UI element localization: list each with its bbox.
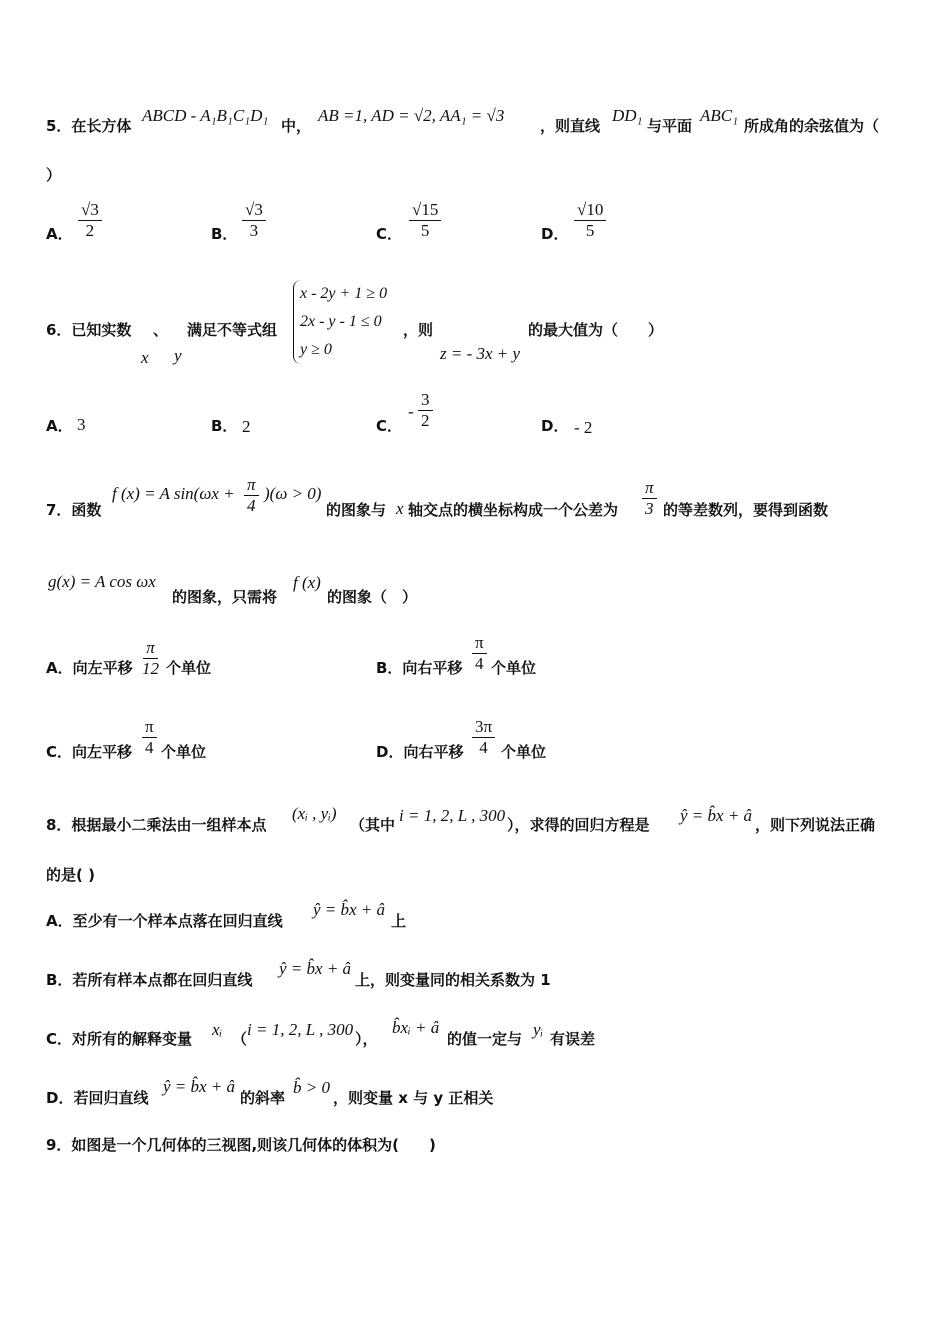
- q6-option-c-sign: -: [408, 402, 414, 421]
- q7-text5: 的图象（ ）: [327, 588, 418, 606]
- q6-ineq-1: x - 2y + 1 ≥ 0: [300, 285, 388, 302]
- q8-option-b-tail: 上，则变量同的相关系数为 1: [355, 971, 551, 989]
- q7-text2: 轴交点的横坐标构成一个公差为: [408, 501, 619, 519]
- q5-option-a-label[interactable]: A．: [46, 225, 73, 243]
- q8-option-b-text[interactable]: B．若所有样本点都在回归直线: [46, 971, 253, 989]
- q7-option-c-unit: 个单位: [161, 743, 207, 761]
- q7-prefix: 7．函数: [46, 501, 102, 519]
- q5-text4: 所成角的余弦值为（: [744, 117, 880, 135]
- q8-point: (xᵢ , yᵢ): [292, 804, 337, 823]
- q6-option-c-fraction: $\frac{3}{2}$: [418, 390, 433, 431]
- q6-option-b-label[interactable]: B．: [211, 417, 238, 435]
- q6-option-c-label[interactable]: C．: [376, 417, 403, 435]
- q6-then: ，则: [403, 321, 434, 339]
- q7-g: g(x) = A cos ωx: [48, 572, 156, 591]
- q8-option-c-mid: 的值一定与: [447, 1030, 523, 1048]
- q8-option-d-text[interactable]: D．若回归直线: [46, 1089, 149, 1107]
- q5-option-a-fraction: $\frac{√3}{2}$: [78, 200, 102, 241]
- q8-option-c-tail: 有误差: [550, 1030, 596, 1048]
- q7-option-d-label[interactable]: D．向右平移: [376, 743, 464, 761]
- q6-ineq-3: y ≥ 0: [300, 341, 332, 358]
- q5-option-d-label[interactable]: D．: [541, 225, 569, 243]
- q8-prefix: 8．根据最小二乘法由一组样本点: [46, 816, 267, 834]
- q8-text2: ），求得的回归方程是: [507, 816, 650, 834]
- q8-option-c-paren: （: [232, 1030, 248, 1048]
- q7-option-c-label[interactable]: C．向左平移: [46, 743, 133, 761]
- q8-eq: ŷ = b̂x + â: [680, 806, 753, 825]
- q5-option-b-fraction: $\frac{√3}{3}$: [242, 200, 266, 241]
- q8-option-c-y: yᵢ: [533, 1020, 544, 1039]
- q5-mid: 中，: [281, 117, 312, 135]
- q7-option-b-fraction: $\frac{\pi}{4}$: [472, 633, 487, 674]
- q6-tail: 的最大值为（ ）: [528, 321, 664, 339]
- q5-option-d-fraction: $\frac{√10}{5}$: [574, 200, 606, 241]
- q6-option-a-label[interactable]: A．: [46, 417, 73, 435]
- q7-option-b-label[interactable]: B．向右平移: [376, 659, 463, 677]
- q6-mid: 满足不等式组: [187, 321, 278, 339]
- q7-f: f (x): [293, 573, 321, 592]
- q8-option-d-mid: 的斜率: [240, 1089, 286, 1107]
- q6-var-y: y: [174, 346, 182, 365]
- q8-option-c-expr: b̂xᵢ + â: [392, 1018, 440, 1037]
- q5-prefix: 5．在长方体: [46, 117, 132, 135]
- q8-text1: （其中: [350, 816, 396, 834]
- q7-option-d-unit: 个单位: [501, 743, 547, 761]
- q6-var-x: x: [141, 348, 149, 367]
- q5-plane: ABC₁: [700, 106, 739, 125]
- q7-option-a-label[interactable]: A．向左平移: [46, 659, 133, 677]
- q6-target: z = - 3x + y: [440, 344, 521, 363]
- q7-text1: 的图象与: [326, 501, 387, 519]
- q7-d-fraction: $\frac{\pi}{3}$: [642, 478, 657, 519]
- q7-axis: x: [396, 499, 404, 518]
- q6-option-a-value: 3: [77, 415, 86, 434]
- q6-option-d-label[interactable]: D．: [541, 417, 569, 435]
- q6-option-d-value: - 2: [574, 418, 593, 437]
- q5-text2: ，则直线: [540, 117, 601, 135]
- q8-option-c-range: i = 1, 2, L , 300: [247, 1020, 354, 1039]
- q6-option-b-value: 2: [242, 417, 251, 436]
- q5-option-c-label[interactable]: C．: [376, 225, 403, 243]
- q8-range: i = 1, 2, L , 300: [399, 806, 506, 825]
- q5-stem: [46, 115, 131, 136]
- q5-line: DD₁: [612, 106, 643, 125]
- q8-option-c-text[interactable]: C．对所有的解释变量: [46, 1030, 193, 1048]
- q8-text4: 的是( ): [46, 866, 95, 884]
- q7-option-c-fraction: $\frac{\pi}{4}$: [142, 717, 157, 758]
- q7-func-fraction: $\frac{\pi}{4}$: [244, 475, 259, 516]
- q5-close: ）: [46, 166, 62, 184]
- q7-option-d-fraction: $\frac{3\pi}{4}$: [472, 717, 495, 758]
- q7-option-b-unit: 个单位: [491, 659, 537, 677]
- q5-text3: 与平面: [647, 117, 693, 135]
- q7-text4: 的图象，只需将: [172, 588, 278, 606]
- q8-option-a-tail: 上: [391, 912, 407, 930]
- q5-option-b-label[interactable]: B．: [211, 225, 238, 243]
- q6-inequality-system: [293, 280, 387, 364]
- q8-text3: ，则下列说法正确: [755, 816, 876, 834]
- q7-func-b: )(ω > 0): [264, 484, 322, 503]
- q7-option-a-fraction: $\frac{\pi}{12}$: [142, 638, 159, 678]
- q5-solid: ABCD - A₁B₁C₁D₁: [142, 106, 269, 125]
- q7-func-a: f (x) = A sin(ωx +: [112, 484, 235, 503]
- q8-option-a-text[interactable]: A．至少有一个样本点落在回归直线: [46, 912, 283, 930]
- q6-ineq-2: 2x - y - 1 ≤ 0: [300, 313, 382, 330]
- q7-option-a-unit: 个单位: [166, 659, 212, 677]
- q5-option-c-fraction: $\frac{√15}{5}$: [409, 200, 441, 241]
- q8-option-c-var: xᵢ: [212, 1020, 223, 1039]
- q9-text: 9．如图是一个几何体的三视图,则该几何体的体积为( ): [46, 1136, 436, 1154]
- q8-option-d-tail: ，则变量 x 与 y 正相关: [333, 1089, 494, 1107]
- q8-option-c-close: ），: [355, 1030, 378, 1048]
- q6-sep: 、: [153, 321, 169, 339]
- q8-option-d-slope: b̂ > 0: [293, 1078, 330, 1097]
- q7-text3: 的等差数列，要得到函数: [663, 501, 829, 519]
- q6-prefix: 6．已知实数: [46, 321, 132, 339]
- q8-option-a-eq: ŷ = b̂x + â: [313, 900, 386, 919]
- q8-option-d-eq: ŷ = b̂x + â: [163, 1077, 236, 1096]
- q5-conds: AB =1, AD = √2, AA₁ = √3: [318, 106, 505, 125]
- q8-option-b-eq: ŷ = b̂x + â: [279, 959, 352, 978]
